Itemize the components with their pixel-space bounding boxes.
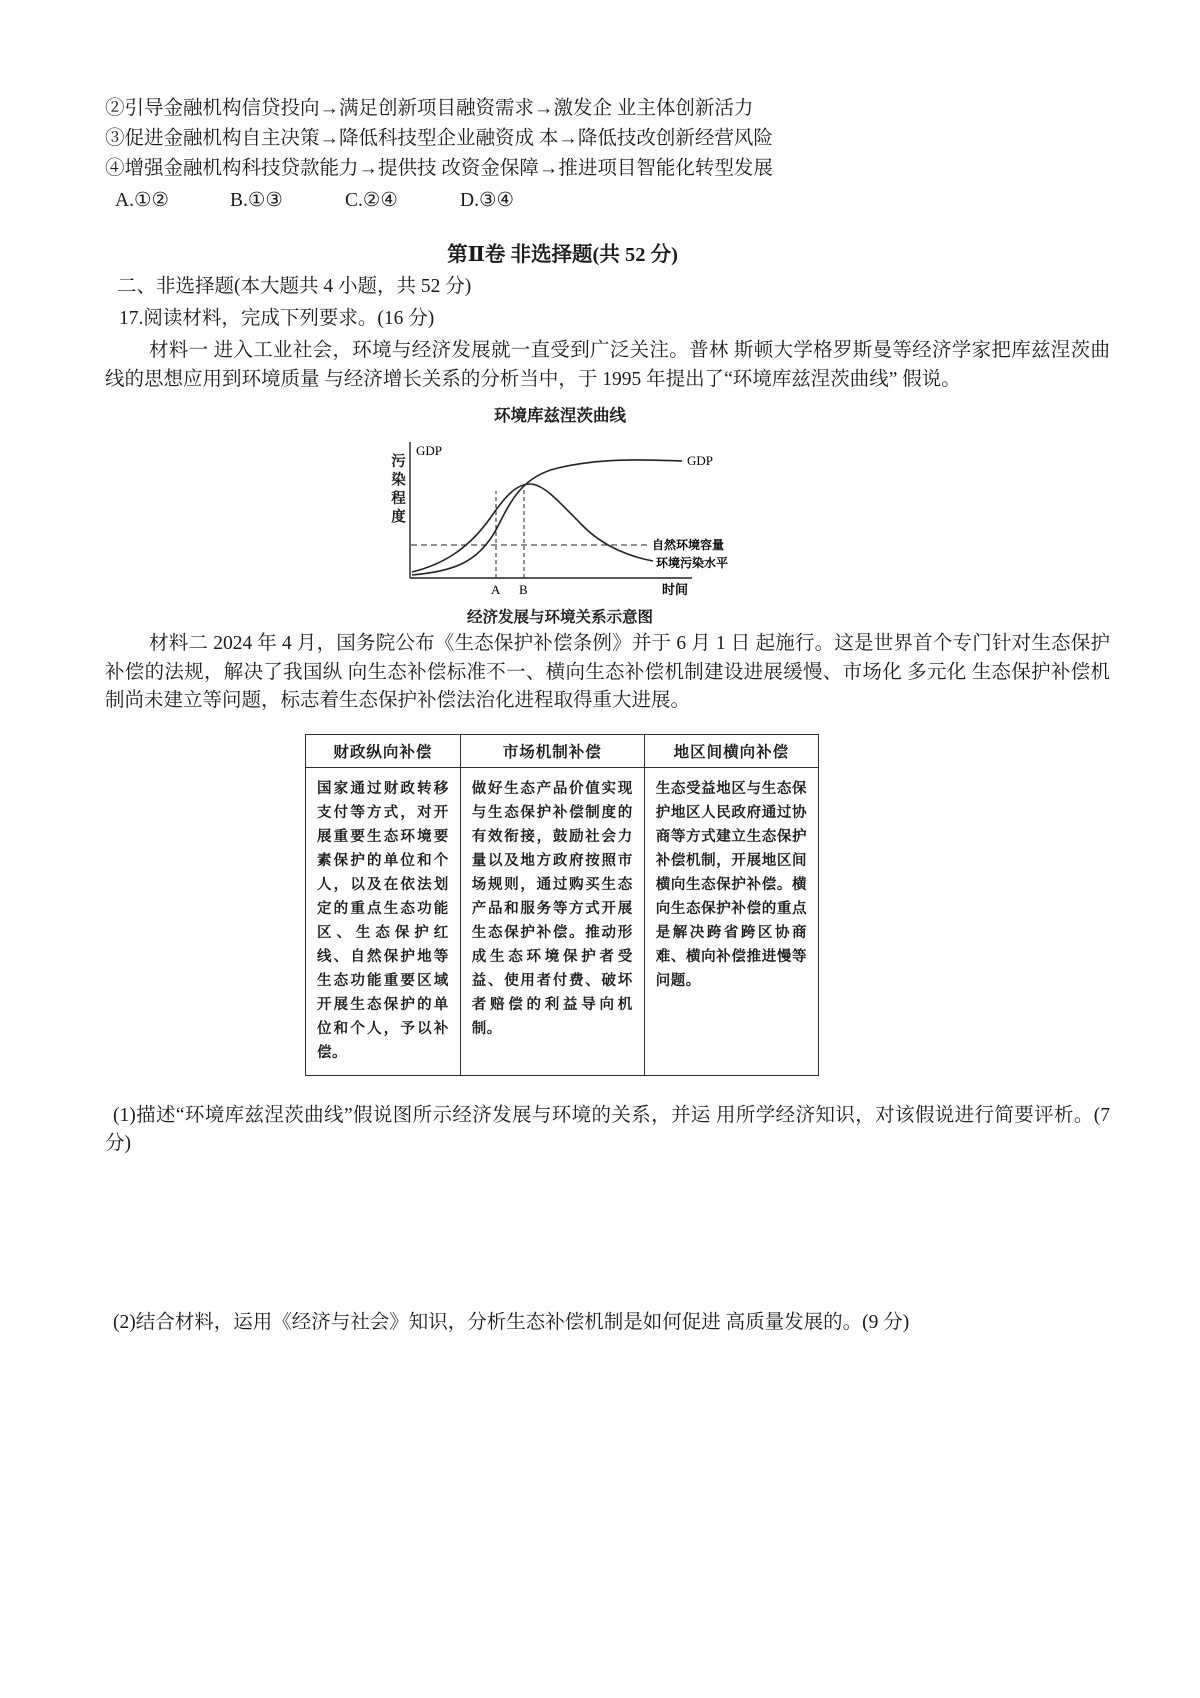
question-17-intro: 17.阅读材料，完成下列要求。(16 分) <box>119 308 435 329</box>
option-line-3: ③促进金融机构自主决策→降低科技型企业融资成 本→降低技改创新经营风险 <box>105 128 773 149</box>
choice-d: D.③④ <box>460 190 514 211</box>
capacity-line-label: 自然环境容量 <box>652 538 725 552</box>
choice-a: A.①② <box>115 190 169 211</box>
gdp-curve-label: GDP <box>687 453 714 468</box>
section-title: 第Ⅱ卷 非选择题(共 52 分) <box>447 244 678 266</box>
kuznets-figure <box>350 404 770 627</box>
table-cell-market: 做好生态产品价值实现与生态保护补偿制度的有效衔接，鼓励社会力量以及地方政府按照市场规则，通过购买生态产品和服务等方式开展生态保护补偿。推动形成生态环境保护者受益、使用者付费、破坏者赔偿的利益导向机制。 <box>460 767 644 1075</box>
option-line-4: ④增强金融机构科技贷款能力→提供技 改资金保障→推进项目智能化转型发展 <box>105 158 773 179</box>
table-header-market: 市场机制补偿 <box>460 734 644 767</box>
y-axis-top-gdp-label: GDP <box>416 443 443 458</box>
x-axis-label: 时间 <box>662 582 689 597</box>
question-17-part-1: (1)描述“环境库兹涅茨曲线”假说图所示经济发展与环境的关系，并运 用所学经济知识，对该假说进行简要评析。(7 分) <box>105 1104 1110 1154</box>
table-cell-fiscal: 国家通过财政转移支付等方式，对开展重要生态环境要素保护的单位和个人，以及在依法划定的重点生态功能区、生态保护红线、自然保护地等生态功能重要区域开展生态保护的单位和个人，予以补偿。 <box>306 767 461 1075</box>
table-header-fiscal: 财政纵向补偿 <box>306 734 461 767</box>
table-header-row <box>306 734 819 767</box>
choice-c: C.②④ <box>345 190 398 211</box>
figure-title: 环境库兹涅茨曲线 <box>494 406 626 425</box>
figure-caption: 经济发展与环境关系示意图 <box>466 609 653 626</box>
material-1: 材料一 进入工业社会，环境与经济发展就一直受到广泛关注。普林 斯顿大学格罗斯曼等经济学家把库兹涅茨曲线的思想应用到环境质量 与经济增长关系的分析当中，于 1995 年提出了“环境库兹涅茨曲线” 假说。 <box>105 340 1110 390</box>
figure-plot <box>360 428 760 603</box>
table-header-regional: 地区间横向补偿 <box>644 734 818 767</box>
section-subtitle: 二、非选择题(本大题共 4 小题，共 52 分) <box>117 276 472 297</box>
table-cell-regional: 生态受益地区与生态保护地区人民政府通过协商等方式建立生态保护补偿机制，开展地区间横向生态保护补偿。横向生态保护补偿的重点是解决跨省跨区协商难、横向补偿推进慢等问题。 <box>644 767 818 1075</box>
material-2: 材料二 2024 年 4 月，国务院公布《生态保护补偿条例》并于 6 月 1 日 起施行。这是世界首个专门针对生态保护补偿的法规，解决了我国纵 向生态补偿标准不一、横向生态补偿机制建设进展缓慢、市场化 多元化 生态保护补偿机制尚未建立等问题，标志着生态保护补偿法治化进程取得重大进展。 <box>105 633 1110 711</box>
compensation-table <box>305 734 819 1076</box>
question-17-part-2: (2)结合材料，运用《经济与社会》知识，分析生态补偿机制是如何促进 高质量发展的。(9 分) <box>113 1311 910 1333</box>
point-a-label: A <box>491 582 501 597</box>
point-b-label: B <box>519 582 528 597</box>
kuznets-chart-svg <box>360 428 760 603</box>
option-line-2: ②引导金融机构信贷投向→满足创新项目融资需求→激发企 业主体创新活力 <box>105 98 754 119</box>
answer-choices <box>105 185 1110 217</box>
table-body-row <box>306 767 819 1075</box>
choice-b: B.①③ <box>230 190 283 211</box>
pollution-curve <box>412 484 653 572</box>
y-axis-label: 污染程度 <box>389 453 405 527</box>
pollution-curve-label: 环境污染水平 <box>656 556 729 570</box>
